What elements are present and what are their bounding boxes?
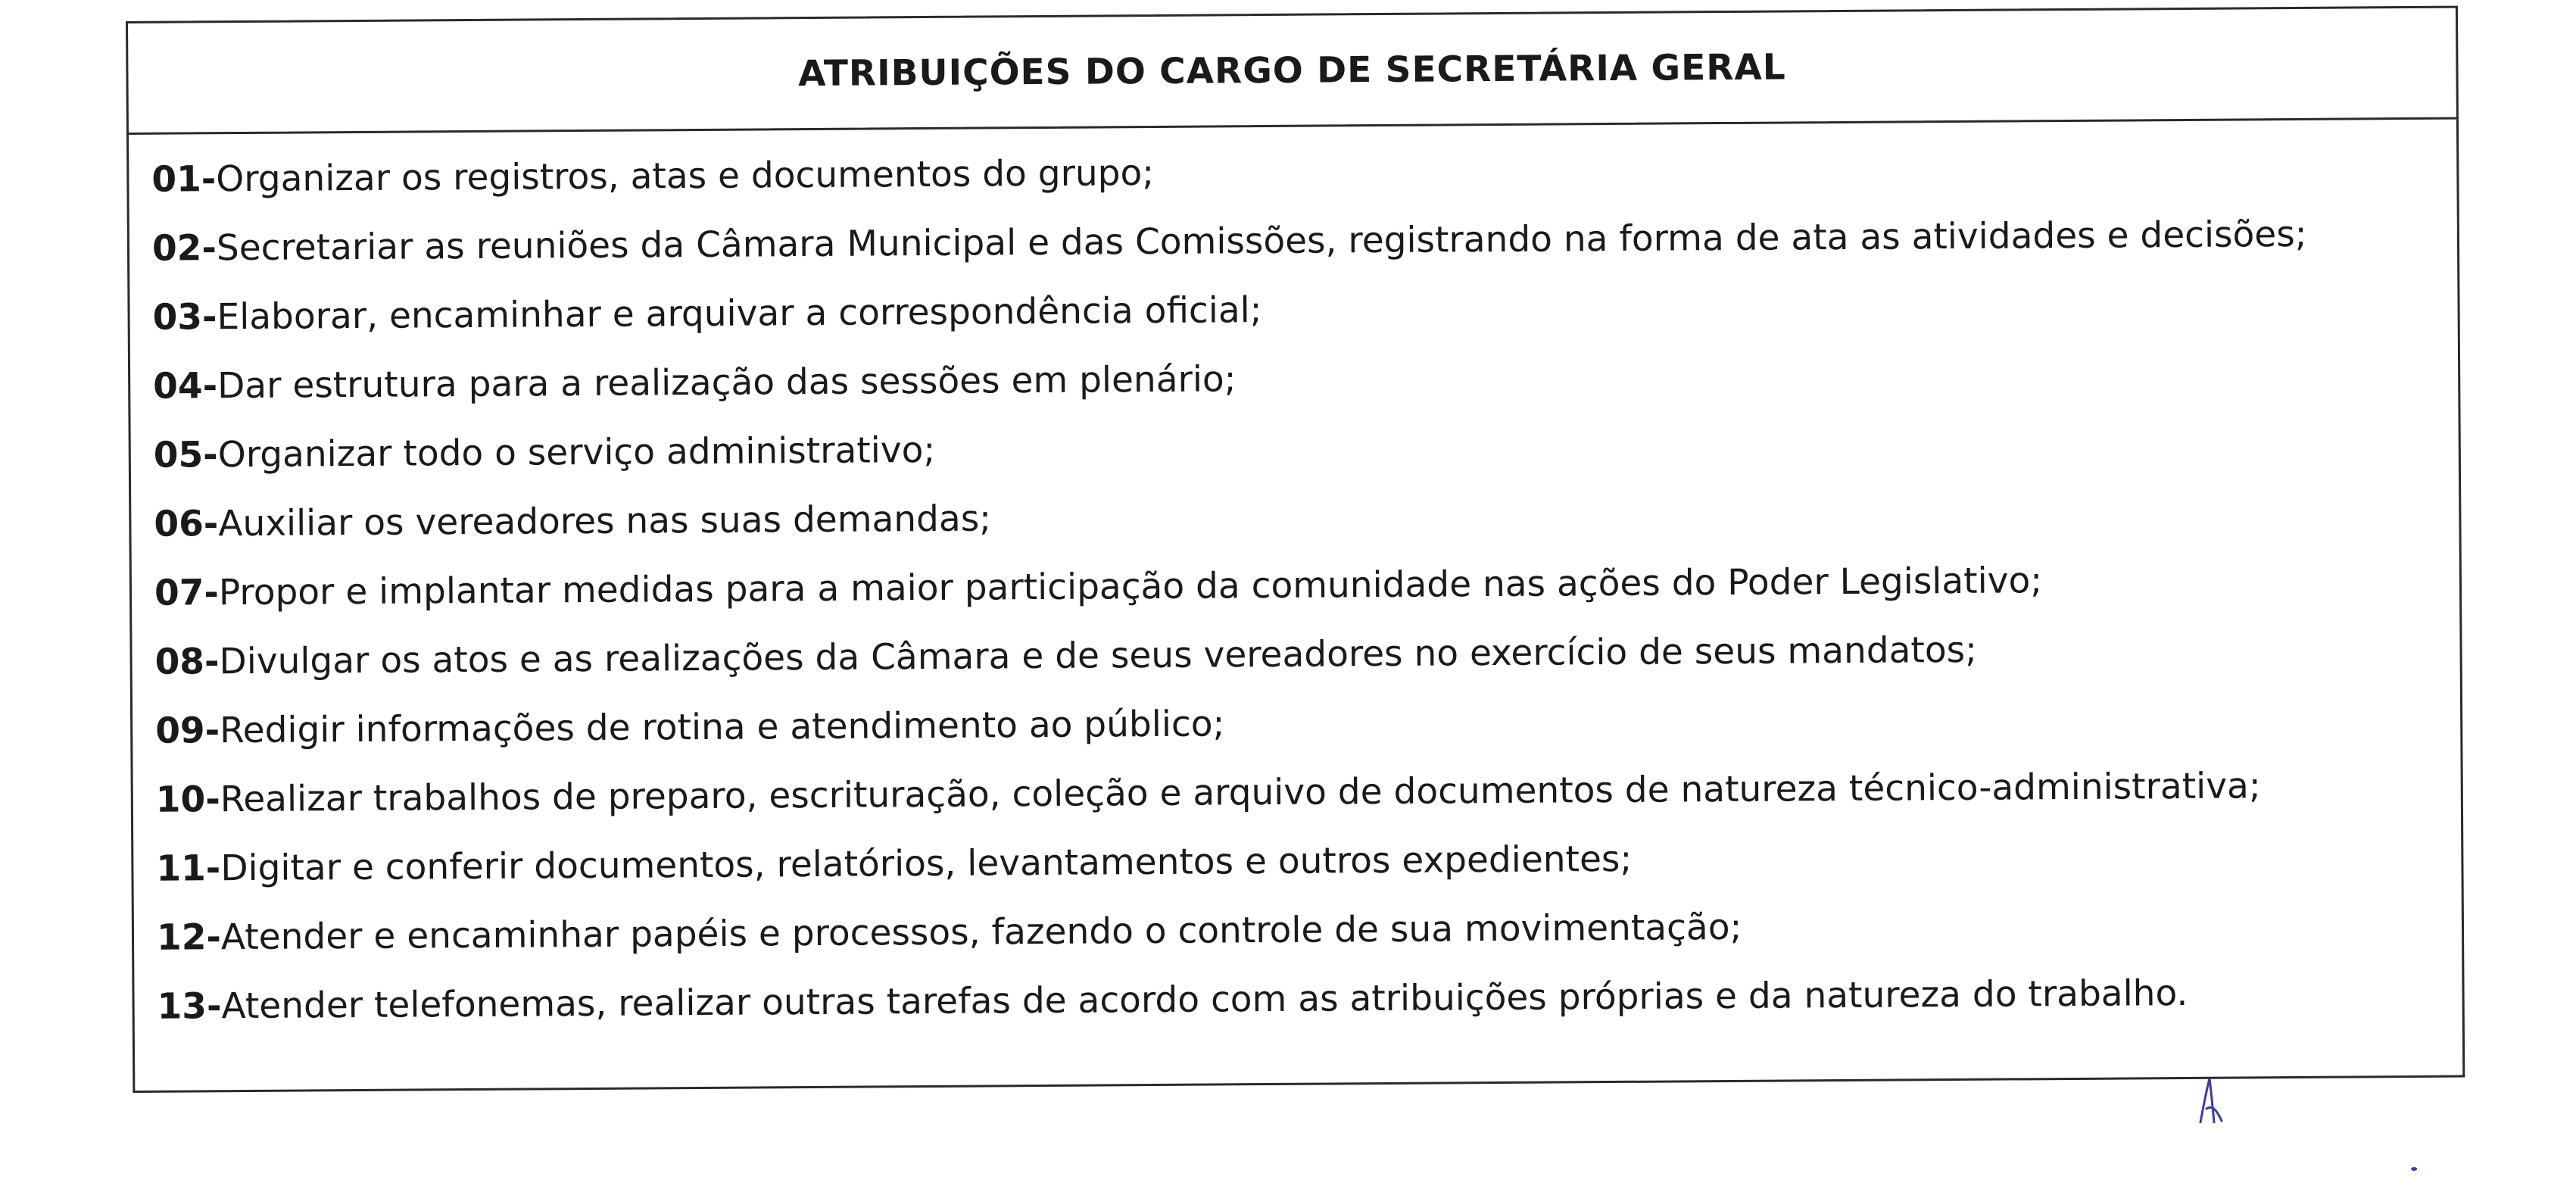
item-number: 04-	[153, 365, 218, 407]
item-number: 05-	[153, 434, 218, 476]
item-number: 06-	[154, 503, 219, 545]
ink-dot	[2411, 1167, 2417, 1171]
list-item	[157, 957, 2446, 1041]
item-text: Redigir informações de rotina e atendimento ao público;	[219, 703, 1225, 752]
item-text: Dar estrutura para a realização das sessões em plenário;	[217, 358, 1237, 407]
item-text: Secretariar as reuniões da Câmara Municipal e das Comissões, registrando na forma de ata as atividades e decisões;	[216, 213, 2307, 270]
item-number: 11-	[156, 847, 221, 890]
item-number: 02-	[151, 227, 217, 270]
item-text: Elaborar, encaminhar e arquivar a correspondência oficial;	[217, 289, 1262, 339]
title-box	[126, 6, 2459, 135]
item-number: 01-	[151, 158, 217, 201]
item-number: 07-	[154, 572, 220, 614]
item-number: 03-	[152, 296, 217, 339]
item-number: 10-	[155, 779, 220, 821]
item-text: Auxiliar os vereadores nas suas demandas;	[218, 498, 992, 545]
items-box	[126, 120, 2465, 1093]
item-number: 13-	[157, 985, 222, 1028]
item-number: 12-	[156, 916, 222, 959]
item-text: Organizar todo o serviço administrativo;	[217, 429, 936, 476]
item-text: Atender e encaminhar papéis e processos, fazendo o controle de sua movimentação;	[220, 906, 1742, 959]
item-text: Realizar trabalhos de preparo, escrituração, coleção e arquivo de documentos de natureza técnico-administrativa;	[220, 765, 2261, 821]
item-text: Propor e implantar medidas para a maior participação da comunidade nas ações do Poder Legislativo;	[218, 560, 2043, 614]
document-sheet	[126, 6, 2465, 1093]
item-text: Organizar os registros, atas e documentos do grupo;	[216, 151, 1155, 201]
item-number: 09-	[155, 710, 220, 752]
signature-mark	[2196, 1075, 2226, 1123]
item-text: Digitar e conferir documentos, relatórios, levantamentos e outros expedientes;	[220, 838, 1633, 890]
document-title: ATRIBUIÇÕES DO CARGO DE SECRETÁRIA GERAL	[797, 45, 1786, 95]
item-number: 08-	[154, 641, 220, 683]
item-text: Atender telefonemas, realizar outras tarefas de acordo com as atribuições próprias e da natureza do trabalho.	[221, 972, 2188, 1028]
item-text: Divulgar os atos e as realizações da Câmara e de seus vereadores no exercício de seus mandatos;	[219, 629, 1978, 683]
